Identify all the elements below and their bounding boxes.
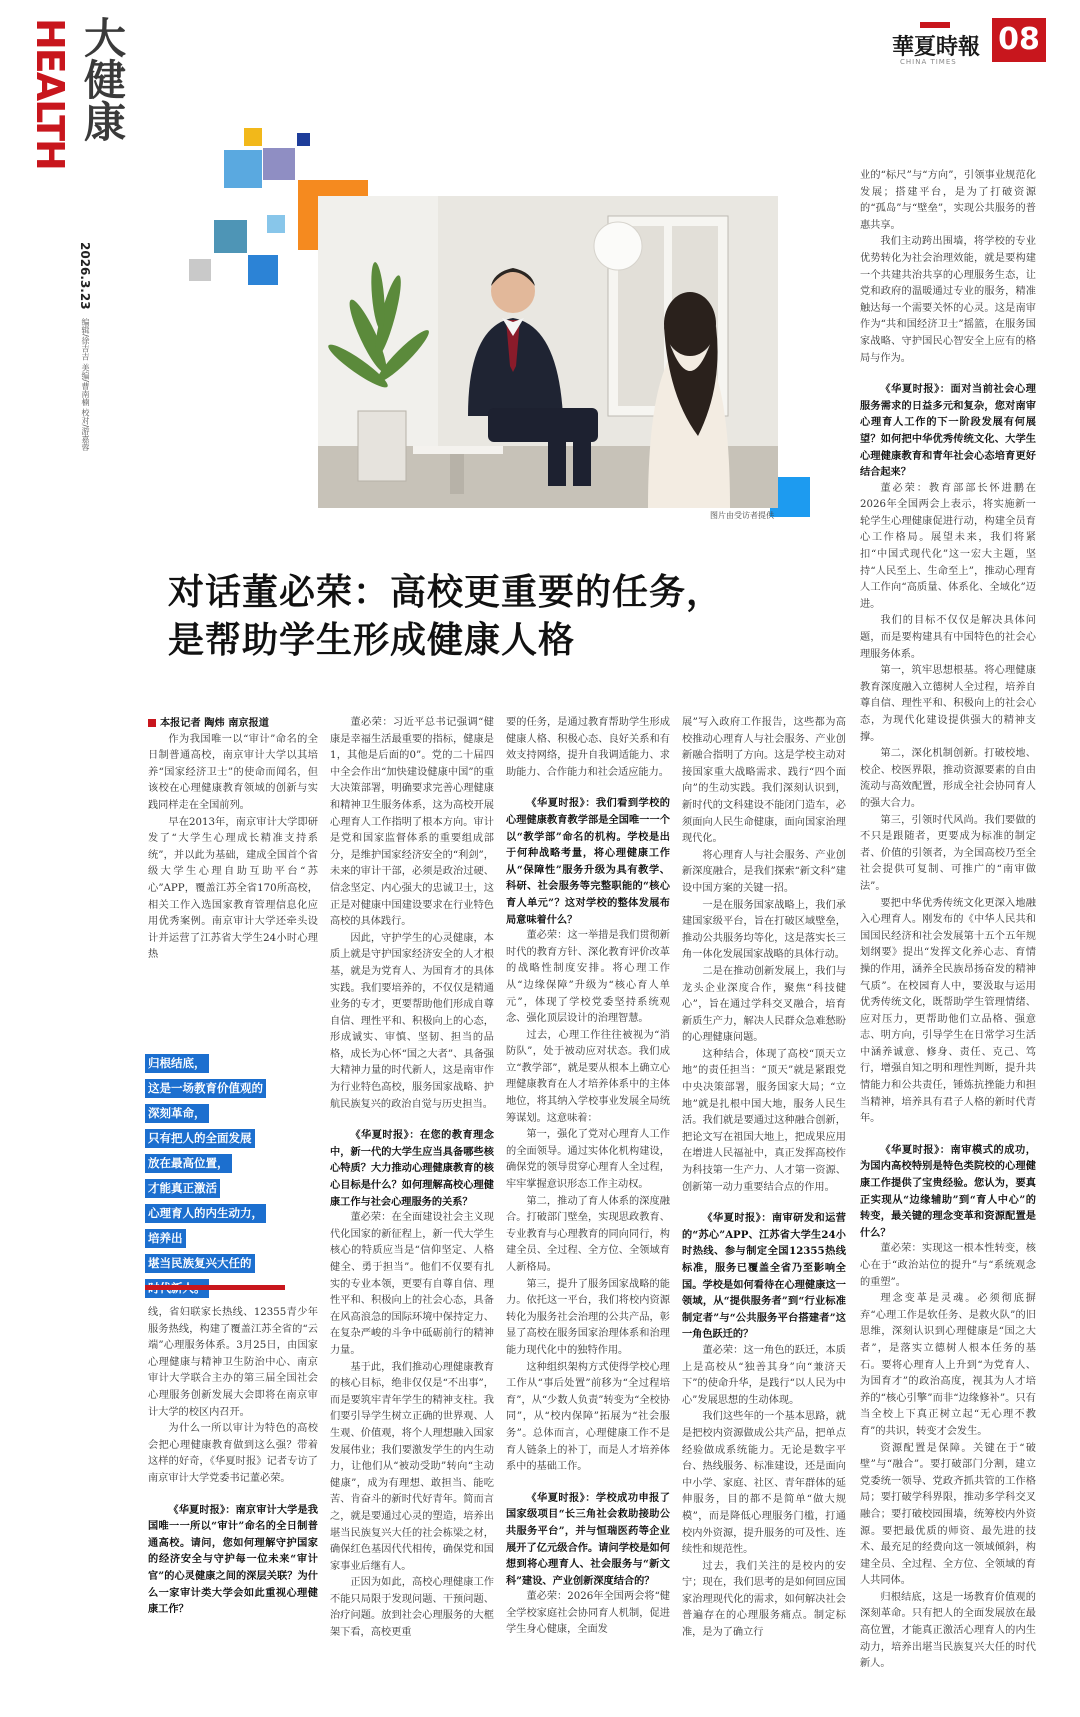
pullquote-line: 堪当民族复兴大任的	[145, 1254, 255, 1273]
interview-question: 《华夏时报》：南京审计大学是我国唯一一所以“审计”命名的全日制普通高校。请问，您如何理解守护国家的经济安全与守护每一位未来“审计官”的心灵健康之间的深层关联？为什么一家审计类大学会如此重视心理健康工作？	[148, 1503, 318, 1616]
byline-marker	[148, 719, 156, 727]
article-paragraph: 将心理育人与社会服务、产业创新深度融合，是我们探索“新文科”建设中国方案的关键一招。	[682, 849, 846, 894]
headline-line-2: 是帮助学生形成健康人格	[168, 619, 576, 661]
article-paragraph: 早在2013年，南京审计大学即研发了“大学生心理成长精准支持系统”，并以此为基础，建成全国首个省级大学生心理自助互助平台“苏心”APP，覆盖江苏全省170所高校，相关工作入选国家教育管理信息化应用优秀案例。南京审计大学还牵头设计并运营了江苏省大学生24小时心理热	[148, 816, 318, 961]
issue-date: 2026.3.23	[78, 242, 92, 310]
square-teal	[214, 220, 247, 253]
interview-photo-illustration	[318, 196, 778, 508]
article-paragraph: 业的“标尺”与“方向”，引领事业规范化发展；搭建平台，是为了打破资源的“孤岛”与“壁垒”，实现公共服务的普惠共享。	[860, 170, 1036, 231]
article-paragraph: 董必荣：这一角色的跃迁，本质上是高校从“独善其身”向“兼济天下”的使命升华，是践行“以人民为中心”发展思想的生动体现。	[682, 1344, 846, 1406]
newspaper-logo	[892, 30, 980, 61]
article-column-1-top	[148, 715, 318, 1005]
article-paragraph: 董必荣：这一举措是我们贯彻新时代的教育方针、深化教育评价改革的战略性制度安排。将心理工作从“边缘保障”升级为“核心育人单元”，体现了学校党委坚持系统观念、强化顶层设计的治理智慧。	[506, 930, 670, 1025]
article-paragraph: 董必荣：教育部部长怀进鹏在2026年全国两会上表示，将实施新一轮学生心理健康促进行动，构建全员育心工作格局。展望未来，我们将紧扣“中国式现代化”这一宏大主题，坚持“人民至上、生命至上”，推动心理育人工作向“高质量、体系化、全域化”迈进。	[860, 482, 1036, 610]
article-paragraph: 基于此，我们推动心理健康教育的核心目标，绝非仅仅是“不出事”，而是要筑牢青年学生的精神支柱。我们要引导学生树立正确的世界观、人生观、价值观，将个人理想融入国家发展伟业；我们要激发学生的内生动力，让他们从“被动受助”转向“主动健康”，成为有理想、敢担当、能吃苦、肯奋斗的新时代好青年。简而言之，就是要通过心灵的塑造，培养出堪当民族复兴大任的社会栋梁之材，确保红色基因代代相传，确保党和国家事业后继有人。	[330, 1361, 494, 1572]
pullquote-line: 归根结底，	[145, 1054, 209, 1073]
article-paragraph: 董必荣：习近平总书记强调“健康是幸福生活最重要的指标，健康是1，其他是后面的0”。党的二十届四中全会作出“加快建设健康中国”的重大决策部署，明确要求完善心理健康和精神卫生服务体系，这为高校开展心理育人工作指明了根本方向。审计是党和国家监督体系的重要组成部分，是维护国家经济安全的“利剑”，未来的审计干部，必须是政治过硬、信念坚定、内心强大的忠诚卫士，这正是对健康中国建设要求在行业特色高校的具体践行。	[330, 717, 494, 928]
interview-question: 《华夏时报》：我们看到学校的心理健康教育教学部是全国唯一一个以“教学部”命名的机构。学校是出于何种战略考量，将心理健康工作从“保障性”服务升级为具有教学、科研、社会服务等完整职能的“核心育人单元”？这对学校的整体发展布局意味着什么？	[506, 797, 670, 926]
pullquote-line: 放在最高位置，	[145, 1154, 232, 1173]
article-paragraph: 我们的目标不仅仅是解决具体问题，而是要构建具有中国特色的社会心理服务体系。	[860, 615, 1036, 660]
article-paragraph: 正因为如此，高校心理健康工作不能只局限于发现问题、干预问题、治疗问题。放到社会心理服务的大框架下看，高校更重	[330, 1577, 494, 1639]
article-paragraph: 董必荣：在全面建设社会主义现代化国家的新征程上，新一代大学生核心的特质应当是“信仰坚定、人格健全、勇于担当”。他们不仅要有扎实的专业本领，更要有自尊自信、理性平和、积极向上的社会心态，具备在风高浪急的国际环境中保持定力、在复杂严峻的斗争中砥砺前行的精神力量。	[330, 1212, 494, 1356]
article-column-2	[330, 715, 494, 1710]
newspaper-name-en: CHINA TIMES	[900, 58, 957, 66]
pullquote	[145, 1052, 275, 1302]
square-purple	[263, 148, 295, 180]
article-paragraph: 第二，推动了育人体系的深度融合。打破部门壁垒，实现思政教育、专业教育与心理教育的同向同行，构建全员、全过程、全方位、全领域育人新格局。	[506, 1195, 670, 1273]
square-skyblue	[224, 150, 262, 188]
article-paragraph: 我们主动跨出围墙，将学校的专业优势转化为社会治理效能，就是要构建一个共建共治共享的心理服务生态，让党和政府的温暖通过专业的服务，精准触达每一个需要关怀的心灵。这是南审作为“共和国经济卫士”摇篮，在服务国家战略、守护国民心智安全上应有的格局与作为。	[860, 236, 1036, 364]
pullquote-line: 培养出	[145, 1229, 186, 1248]
pullquote-bar	[145, 1285, 285, 1290]
section-title-cn: 大健康	[78, 16, 127, 142]
article-paragraph: 展”写入政府工作报告，这些都为高校推动心理育人与社会服务、产业创新融合指明了方向。这是学校主动对接国家重大战略需求、践行“四个面向”的生动实践。我们深刻认识到，新时代的文科建设不能闭门造车，必须面向人民生命健康，面向国家治理现代化。	[682, 717, 846, 845]
article-paragraph: 线，省妇联家长热线、12355青少年服务热线，构建了覆盖江苏全省的“云端”心理服务体系。3月25日，由国家心理健康与精神卫生防治中心、南京审计大学联合主办的第三届全国社会心理服务创新发展大会即将在南京审计大学的校区内召开。	[148, 1307, 318, 1418]
article-column-4	[682, 715, 846, 1710]
pullquote-line: 这是一场教育价值观的	[145, 1079, 266, 1098]
photo-credit: 图片由受访者提供	[710, 511, 774, 520]
article-paragraph: 这种组织架构方式使得学校心理工作从“事后处置”前移为“全过程培育”，从“少数人负责”转变为“全校协同”，从“校内保障”拓展为“社会服务”。总体而言，心理健康工作不是育人链条上的补丁，而是人才培养体系中的基础工作。	[506, 1361, 670, 1473]
newspaper-name: 華夏時報	[892, 34, 981, 60]
article-paragraph: 这种结合，体现了高校“顶天立地”的责任担当：“顶天”就是紧跟党中央决策部署，服务国家大局；“立地”就是扎根中国大地，服务人民生活。我们就是要通过这种融合创新，把论文写在祖国大地上，把成果应用在增进人民福祉中，真正发挥高校作为科技第一生产力、人才第一资源、创新第一动力重要结合点的作用。	[682, 1048, 846, 1193]
logo-red-tag	[920, 22, 950, 28]
article-paragraph: 第一，强化了党对心理育人工作的全面领导。通过实体化机构建设，确保党的领导贯穿心理育人全过程，牢牢掌握意识形态工作主动权。	[506, 1129, 670, 1191]
interview-question: 《华夏时报》：南审模式的成功，为国内高校特别是特色类院校的心理健康工作提供了宝贵经验。您认为，要真正实现从“边缘辅助”到“育人中心”的转变，最关键的理念变革和资源配置是什么？	[860, 1143, 1036, 1239]
byline	[148, 715, 318, 732]
headline	[168, 568, 788, 664]
article-paragraph: 一是在服务国家战略上，我们承建国家级平台，旨在打破区域壁垒，推动公共服务均等化，这是落实长三角一体化发展国家战略的具体行动。	[682, 899, 846, 961]
square-blue-mid	[248, 255, 278, 285]
article-paragraph: 理念变革是灵魂。必须彻底摒弃“心理工作是软任务、是救火队”的旧思维，深刻认识到心理健康是“国之大者”，是落实立德树人根本任务的基石。要将心理育人上升到“为党育人、为国育才”的政治高度，视其为人才培养的“核心引擎”而非“边缘修补”。只有当全校上下真正树立起“无心理不教育”的共识，转变才会发生。	[860, 1293, 1036, 1437]
pullquote-line: 心理育人的内生动力，	[145, 1204, 266, 1223]
square-lightblue-small	[267, 215, 285, 233]
square-navy	[297, 133, 310, 146]
pullquote-line: 只有把人的全面发展	[145, 1129, 255, 1148]
article-paragraph: 资源配置是保障。关键在于“破壁”与“融合”。要打破部门分割，建立党委统一领导、党政齐抓共管的工作格局；要打破学科界限，推动多学科交叉融合；要打破校园围墙，统筹校内外资源。要把最优质的师资、最先进的技术、最充足的经费向这一领域倾斜，构建全员、全过程、全方位、全领域的育人共同体。	[860, 1442, 1036, 1587]
article-paragraph: 董必荣：2026年全国两会将“健全学校家庭社会协同育人机制，促进学生身心健康，全面发	[506, 1591, 670, 1636]
square-yellow	[244, 128, 262, 146]
pullquote-line: 深刻革命，	[145, 1104, 209, 1123]
editor-credits: 编辑/徐吉吉 美编/曹南楠 校对/游嘉蓉	[81, 318, 90, 452]
article-paragraph: 为什么一所以审计为特色的高校会把心理健康教育做到这么强？带着这样的好奇，《华夏时报》记者专访了南京审计大学党委书记董必荣。	[148, 1423, 318, 1484]
interview-photo	[318, 196, 778, 508]
article-column-3	[506, 715, 670, 1710]
page-number: 08	[992, 18, 1046, 62]
article-column-5	[860, 168, 1036, 1710]
interview-question: 《华夏时报》：南审研发和运营的“苏心”APP、江苏省大学生24小时热线、参与制定全国12355热线标准，服务已覆盖全省乃至影响全国。学校是如何看待在心理健康这一领域，从“提供服务者”到“行业标准制定者”与“公共服务平台搭建者”这一角色跃迁的？	[682, 1212, 846, 1341]
article-paragraph: 过去，心理工作往往被视为“消防队”，处于被动应对状态。我们成立“教学部”，就是要从根本上确立心理健康教育在人才培养体系中的主体地位，将其纳入学校事业发展全局统筹谋划。这意味着：	[506, 1029, 670, 1124]
section-title-en: HEALTH	[28, 18, 72, 169]
interview-question: 《华夏时报》：学校成功申报了国家级项目“长三角社会救助接助公共服务平台”，并与恒瑞医药等企业展开了亿元级合作。请问学校是如何想到将心理育人、社会服务与“新文科”建设、产业创新深度结合的？	[506, 1491, 670, 1587]
article-paragraph: 归根结底，这是一场教育价值观的深刻革命。只有把人的全面发展放在最高位置，才能真正激活心理育人的内生动力，培养出堪当民族复兴大任的时代新人。	[860, 1591, 1036, 1670]
article-paragraph: 董必荣：实现这一根本性转变，核心在于“政治站位的提升”与“系统观念的重塑”。	[860, 1243, 1036, 1288]
article-paragraph: 我们这些年的一个基本思路，就是把校内资源做成公共产品，把单点经验做成系统能力。无论是数字平台、热线服务、标准建设，还是面向中小学、家庭、社区、青年群体的延伸服务，目的都不是简单“做大规模”，而是降低心理服务门槛，打通校内外资源，提升服务的可及性、连续性和规范性。	[682, 1411, 846, 1556]
headline-line-1: 对话董必荣：高校更重要的任务，	[168, 571, 724, 613]
article-paragraph: 第一，筑牢思想根基。将心理健康教育深度融入立德树人全过程，培养自尊自信、理性平和、积极向上的社会心态，为现代化建设提供强大的精神支撑。	[860, 665, 1036, 743]
article-paragraph: 要的任务，是通过教育帮助学生形成健康人格、积极心态、良好关系和有效支持网络，提升自我调适能力、求助能力、合作能力和社会适应能力。	[506, 717, 670, 778]
pullquote-line: 才能真正激活	[145, 1179, 220, 1198]
article-paragraph: 二是在推动创新发展上，我们与龙头企业深度合作，聚焦“科技健心”，旨在通过学科交叉融合，培育新质生产力，解决人民群众急难愁盼的心理健康问题。	[682, 965, 846, 1044]
interview-question: 《华夏时报》：在您的教育理念中，新一代的大学生应当具备哪些核心特质？大力推动心理健康教育的核心目标是什么？如何理解高校心理健康工作与社会心理服务的关系？	[330, 1129, 494, 1208]
article-paragraph: 第三，提升了服务国家战略的能力。依托这一平台，我们将校内资源转化为服务社会治理的公共产品，彰显了高校在服务国家治理体系和治理能力现代化中的独特作用。	[506, 1278, 670, 1356]
article-paragraph: 第二，深化机制创新。打破校地、校企、校医界限，推动资源要素的自由流动与高效配置，形成全社会协同育人的强大合力。	[860, 748, 1036, 809]
article-paragraph: 过去，我们关注的是校内的安宁；现在，我们思考的是如何回应国家治理现代化的需求，如何解决社会普遍存在的心理服务痛点。制定标准，是为了确立行	[682, 1560, 846, 1639]
article-column-1-bottom	[148, 1305, 318, 1710]
byline-text: 本报记者 陶炜 南京报道	[160, 717, 269, 729]
square-lightgrey	[189, 259, 211, 281]
article-paragraph: 第三，引领时代风尚。我们要做的不只是跟随者，更要成为标准的制定者、价值的引领者，为全国高校乃至全社会提供可复制、可推广的“南审做法”。	[860, 814, 1036, 892]
article-paragraph: 要把中华优秀传统文化更深入地融入心理育人。刚发布的《中华人民共和国国民经济和社会发展第十五个五年规划纲要》提出“发挥文化养心志、育情操的作用，涵养全民族昂扬奋发的精神气质”。在校园育人中，要汲取与运用优秀传统文化，既帮助学生管理情绪、应对压力，更帮助他们立品格、强意志、明方向，引导学生在日常学习生活中涵养诚意、修身、责任、克己、笃行，增强自知之明和理性判断，提升共情能力和公共责任，锤炼抗挫能力和担当精神，培养具有君子人格的新时代青年。	[860, 897, 1036, 1125]
article-paragraph: 作为我国唯一以“审计”命名的全日制普通高校，南京审计大学以其培养“国家经济卫士”的使命而闻名，但该校在心理健康教育领域的创新与实践同样走在全国前列。	[148, 733, 318, 811]
interview-question: 《华夏时报》：面对当前社会心理服务需求的日益多元和复杂，您对南审心理育人工作的下一阶段发展有何展望？如何把中华优秀传统文化、大学生心理健康教育和青年社会心态培育更好结合起来？	[860, 383, 1036, 479]
article-paragraph: 因此，守护学生的心灵健康，本质上就是守护国家经济安全的人才根基，就是为党育人、为国育才的具体实践。我们要培养的，不仅仅是精通业务的专才，更要帮助他们形成自尊自信、理性平和、积极向上的心态，形成诚实、审慎、坚韧、担当的品格，成长为心怀“国之大者”、具备强大精神力量的时代新人，这是南审作为行业特色高校，服务国家战略、护航民族复兴的政治自觉与历史担当。	[330, 932, 494, 1110]
